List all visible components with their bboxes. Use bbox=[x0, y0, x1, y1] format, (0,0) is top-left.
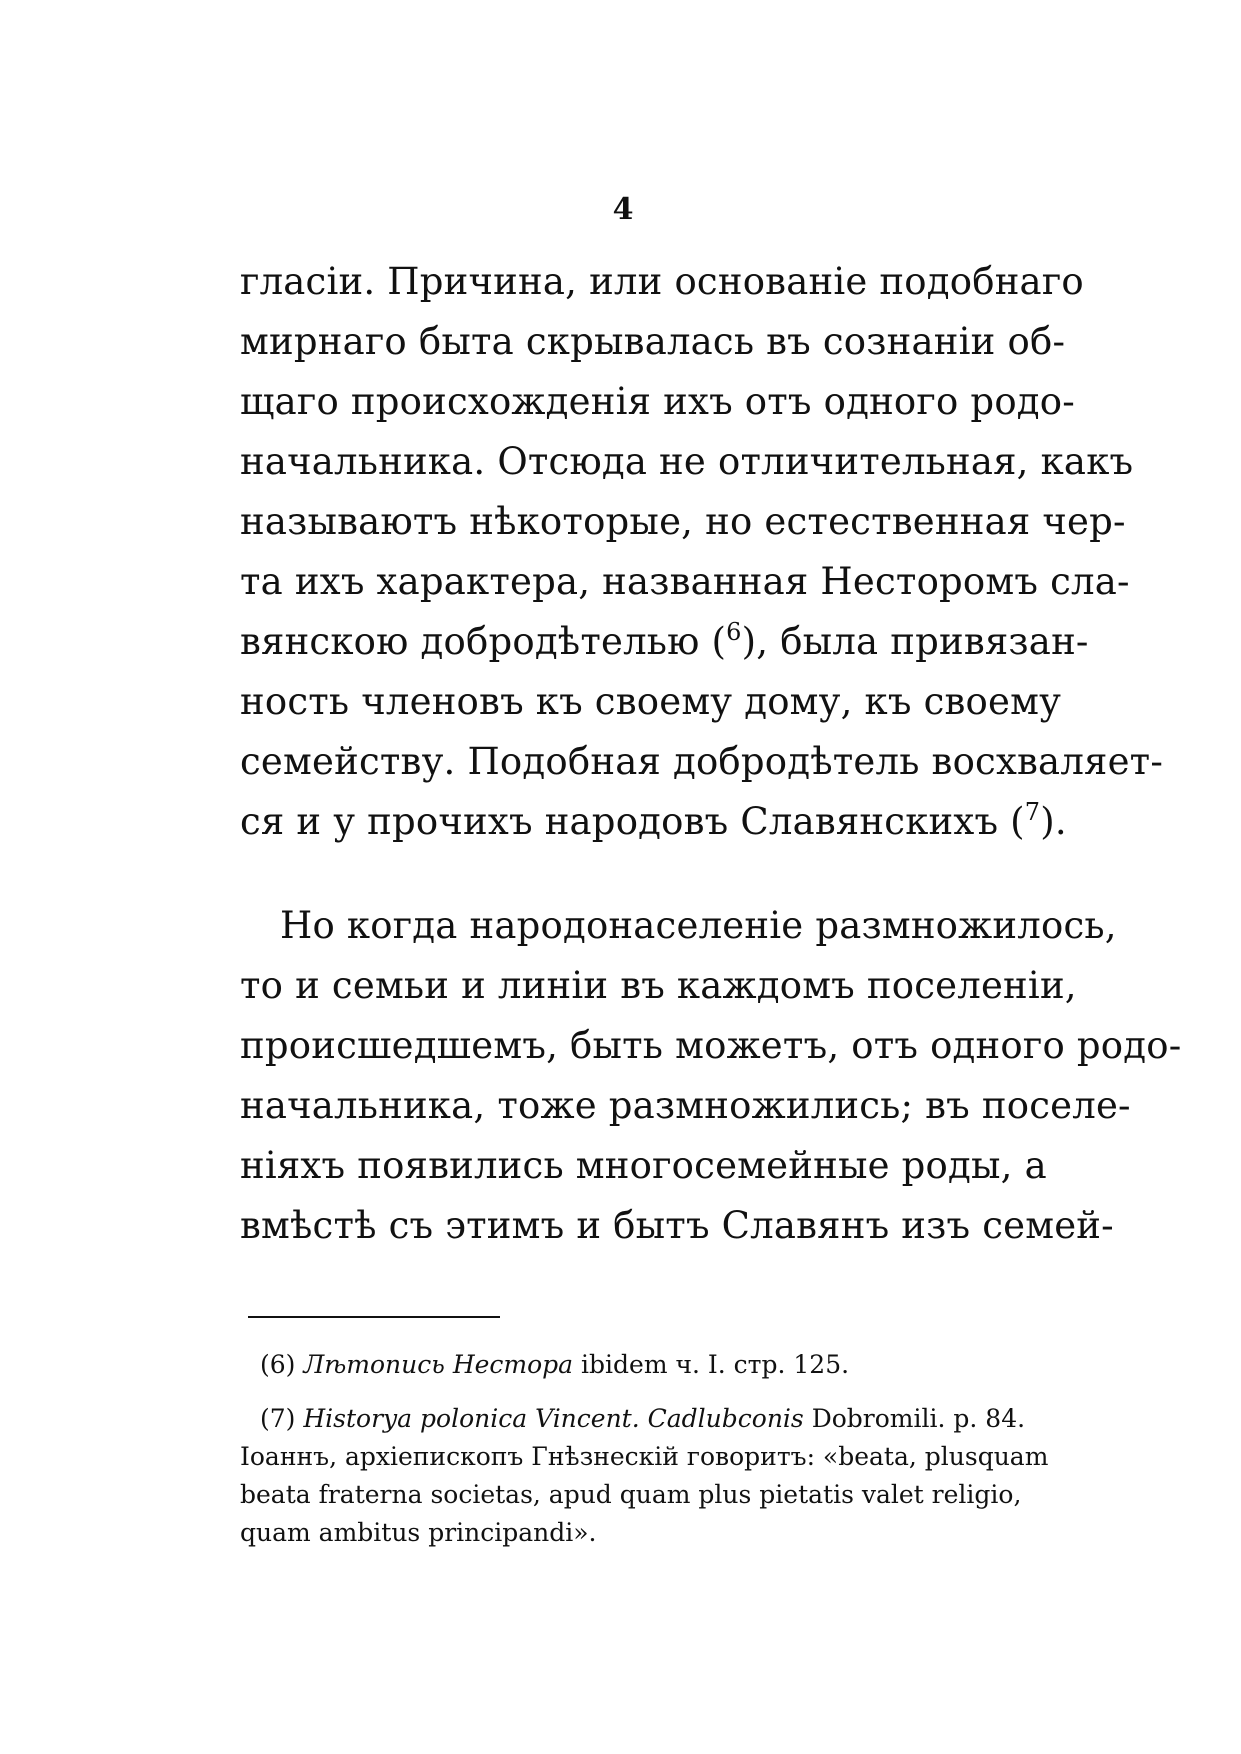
footnote-line: quam ambitus principandi». bbox=[240, 1518, 597, 1547]
paragraph-1 bbox=[240, 252, 1164, 852]
text-line: начальника, тоже размножились; въ поселе- bbox=[240, 1084, 1131, 1127]
text-line bbox=[240, 612, 1089, 672]
footnote-text: ibidem ч. I. стр. 125. bbox=[581, 1350, 850, 1379]
footnote-line: beata fraterna societas, apud quam plus pietatis valet religio, bbox=[240, 1480, 1022, 1509]
text-line: то и семьи и линіи въ каждомъ поселеніи, bbox=[240, 964, 1077, 1007]
footnote-6 bbox=[240, 1346, 1010, 1384]
text-line: вмѣстѣ съ этимъ и бытъ Славянъ изъ семей- bbox=[240, 1204, 1114, 1247]
footnote-7 bbox=[240, 1400, 1026, 1438]
footnote-divider bbox=[248, 1316, 500, 1318]
footnote-ref-7: 7 bbox=[1024, 798, 1041, 826]
text-line: ность членовъ къ своему дому, къ своему bbox=[240, 680, 1062, 723]
text-line: щаго происхожденія ихъ отъ одного родо- bbox=[240, 380, 1075, 423]
text-fragment: ), была привязан- bbox=[741, 620, 1089, 663]
text-fragment: вянскою добродѣтелью ( bbox=[240, 620, 727, 663]
text-line: гласіи. Причина, или основаніе подобнаго bbox=[240, 260, 1084, 303]
paragraph-2 bbox=[240, 896, 1182, 1256]
text-line bbox=[240, 792, 1067, 852]
text-line: семейству. Подобная добродѣтель восхваляет- bbox=[240, 740, 1164, 783]
text-line: называютъ нѣкоторые, но естественная чер- bbox=[240, 500, 1126, 543]
text-fragment: ). bbox=[1040, 800, 1067, 843]
text-line: та ихъ характера, названная Несторомъ сла- bbox=[240, 560, 1130, 603]
footnote-marker: (7) bbox=[260, 1404, 296, 1433]
footnote-ref-6: 6 bbox=[726, 618, 742, 646]
footnote-gap bbox=[240, 1384, 1010, 1400]
footnote-text: Dobromili. p. 84. bbox=[811, 1404, 1026, 1433]
text-line: начальника. Отсюда не отличительная, какъ bbox=[240, 440, 1134, 483]
text-line: ніяхъ появились многосемейные роды, а bbox=[240, 1144, 1047, 1187]
footnote-source-title: Лѣтопись Нестора bbox=[303, 1350, 574, 1379]
text-fragment: ся и у прочихъ народовъ Славянскихъ ( bbox=[240, 800, 1025, 843]
footnote-source-title: Historya polonica Vincent. Cadlubconis bbox=[303, 1404, 804, 1433]
text-line: происшедшемъ, быть можетъ, отъ одного родо- bbox=[240, 1024, 1182, 1067]
text-line: мирнаго быта скрывалась въ сознаніи об- bbox=[240, 320, 1066, 363]
text-line: Но когда народонаселеніе размножилось, bbox=[280, 904, 1117, 947]
footnote-line: Іоаннъ, архіепископъ Гнѣзнескій говоритъ: «beata, plusquam bbox=[240, 1442, 1049, 1471]
footnotes bbox=[240, 1346, 1049, 1552]
page-number: 4 bbox=[612, 192, 634, 227]
footnote-marker: (6) bbox=[260, 1350, 296, 1379]
